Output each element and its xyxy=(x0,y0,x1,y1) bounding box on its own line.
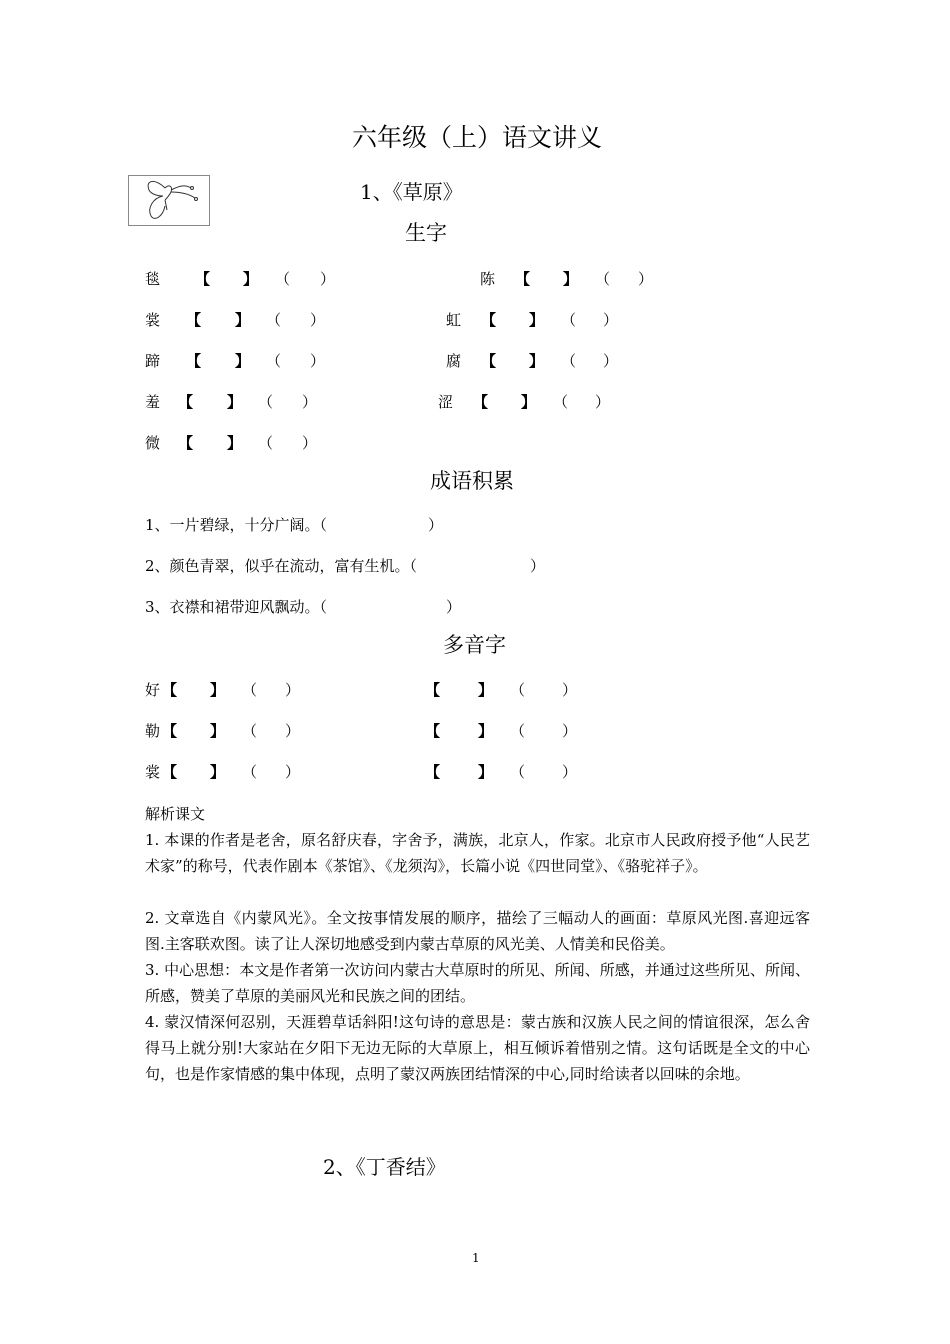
polyphone-char: 勒 xyxy=(145,722,161,740)
page-number: 1 xyxy=(472,1251,480,1265)
pinyin-bracket-close: 】 xyxy=(227,434,243,452)
new-char: 蹄 xyxy=(145,352,161,370)
paren-open: （ xyxy=(258,434,274,452)
pinyin-bracket-close: 】 xyxy=(243,270,259,288)
new-char: 毯 xyxy=(145,270,161,288)
pinyin-bracket-close: 】 xyxy=(235,352,251,370)
polyphone-char: 裳 xyxy=(145,763,161,781)
pinyin-bracket-open: 【 xyxy=(195,270,211,288)
pinyin-bracket-open: 【 xyxy=(162,681,178,699)
butterfly-logo xyxy=(128,175,210,226)
pinyin-bracket-open: 【 xyxy=(473,393,489,411)
pinyin-bracket-close: 】 xyxy=(521,393,537,411)
paren-open: （ xyxy=(510,763,526,781)
paren-close: ） xyxy=(446,598,462,616)
paren-close: ） xyxy=(428,516,444,534)
idiom-prompt: 2、颜色青翠，似乎在流动，富有生机。（ xyxy=(145,557,418,575)
paren-close: ） xyxy=(285,722,301,740)
pinyin-bracket-open: 【 xyxy=(481,352,497,370)
analysis-heading: 解析课文 xyxy=(145,805,206,823)
pinyin-bracket-open: 【 xyxy=(425,681,441,699)
pinyin-bracket-open: 【 xyxy=(425,763,441,781)
new-char: 涩 xyxy=(438,393,454,411)
paren-close: ） xyxy=(320,270,336,288)
pinyin-bracket-open: 【 xyxy=(178,434,194,452)
lesson1-heading: 1、《草原》 xyxy=(360,180,463,204)
paren-open: （ xyxy=(561,352,577,370)
analysis-paragraph: 2. 文章选自《内蒙风光》。全文按事情发展的顺序，描绘了三幅动人的画面：草原风光图.喜迎远客图.主客联欢图。读了让人深切地感受到内蒙古草原的风光美、人情美和民俗美。 xyxy=(145,909,810,953)
paren-close: ） xyxy=(285,681,301,699)
paren-close: ） xyxy=(302,434,318,452)
paren-open: （ xyxy=(266,352,282,370)
pinyin-bracket-open: 【 xyxy=(481,311,497,329)
paren-close: ） xyxy=(310,352,326,370)
pinyin-bracket-close: 】 xyxy=(529,311,545,329)
polyphones-heading: 多音字 xyxy=(443,633,506,657)
pinyin-bracket-open: 【 xyxy=(515,270,531,288)
butterfly-icon xyxy=(129,176,209,225)
analysis-paragraph: 3. 中心思想：本文是作者第一次访问内蒙古大草原时的所见、所闻、所感，并通过这些所见、所闻、所感，赞美了草原的美丽风光和民族之间的团结。 xyxy=(145,961,810,1005)
pinyin-bracket-close: 】 xyxy=(210,722,226,740)
analysis-paragraph: 1. 本课的作者是老舍，原名舒庆春，字舍予，满族，北京人，作家。北京市人民政府授予他“人民艺术家”的称号，代表作剧本《茶馆》、《龙须沟》，长篇小说《四世同堂》、《骆驼祥子》。 xyxy=(145,831,810,875)
pinyin-bracket-close: 】 xyxy=(529,352,545,370)
pinyin-bracket-open: 【 xyxy=(186,352,202,370)
pinyin-bracket-close: 】 xyxy=(227,393,243,411)
paren-close: ） xyxy=(562,681,578,699)
idiom-prompt: 3、衣襟和裙带迎风飘动。（ xyxy=(145,598,328,616)
paren-close: ） xyxy=(603,311,619,329)
paren-open: （ xyxy=(595,270,611,288)
pinyin-bracket-close: 】 xyxy=(478,763,494,781)
pinyin-bracket-open: 【 xyxy=(425,722,441,740)
paren-open: （ xyxy=(510,681,526,699)
pinyin-bracket-close: 】 xyxy=(563,270,579,288)
paren-close: ） xyxy=(310,311,326,329)
paren-open: （ xyxy=(242,681,258,699)
pinyin-bracket-close: 】 xyxy=(478,681,494,699)
new-char: 微 xyxy=(145,434,161,452)
lesson2-heading: 2、《丁香结》 xyxy=(323,1155,446,1179)
paren-open: （ xyxy=(258,393,274,411)
paren-open: （ xyxy=(242,722,258,740)
paren-open: （ xyxy=(510,722,526,740)
pinyin-bracket-open: 【 xyxy=(186,311,202,329)
pinyin-bracket-open: 【 xyxy=(178,393,194,411)
paren-open: （ xyxy=(242,763,258,781)
new-char: 陈 xyxy=(480,270,496,288)
new-char: 裳 xyxy=(145,311,161,329)
paren-close: ） xyxy=(530,557,546,575)
paren-close: ） xyxy=(562,763,578,781)
paren-close: ） xyxy=(285,763,301,781)
paren-close: ） xyxy=(562,722,578,740)
idioms-heading: 成语积累 xyxy=(430,469,514,493)
idiom-prompt: 1、一片碧绿，十分广阔。（ xyxy=(145,516,328,534)
page-title: 六年级（上）语文讲义 xyxy=(352,123,603,152)
paren-open: （ xyxy=(561,311,577,329)
new-char: 羞 xyxy=(145,393,161,411)
new-chars-heading: 生字 xyxy=(405,221,447,245)
polyphone-char: 好 xyxy=(145,681,161,699)
pinyin-bracket-open: 【 xyxy=(162,763,178,781)
pinyin-bracket-close: 】 xyxy=(210,763,226,781)
paren-close: ） xyxy=(302,393,318,411)
paren-close: ） xyxy=(638,270,654,288)
paren-open: （ xyxy=(266,311,282,329)
pinyin-bracket-close: 】 xyxy=(235,311,251,329)
pinyin-bracket-close: 】 xyxy=(478,722,494,740)
paren-close: ） xyxy=(595,393,611,411)
pinyin-bracket-open: 【 xyxy=(162,722,178,740)
new-char: 虹 xyxy=(446,311,462,329)
paren-open: （ xyxy=(553,393,569,411)
paren-open: （ xyxy=(275,270,291,288)
paren-close: ） xyxy=(603,352,619,370)
pinyin-bracket-close: 】 xyxy=(210,681,226,699)
analysis-paragraph: 4. 蒙汉情深何忍别，天涯碧草话斜阳!这句诗的意思是：蒙古族和汉族人民之间的情谊很深，怎么舍得马上就分别!大家站在夕阳下无边无际的大草原上，相互倾诉着惜别之情。这句话既是全文的中心句，也是作家情感的集中体现，点明了蒙汉两族团结情深的中心,同时给读者以回味的余地。 xyxy=(145,1013,810,1083)
new-char: 腐 xyxy=(446,352,462,370)
